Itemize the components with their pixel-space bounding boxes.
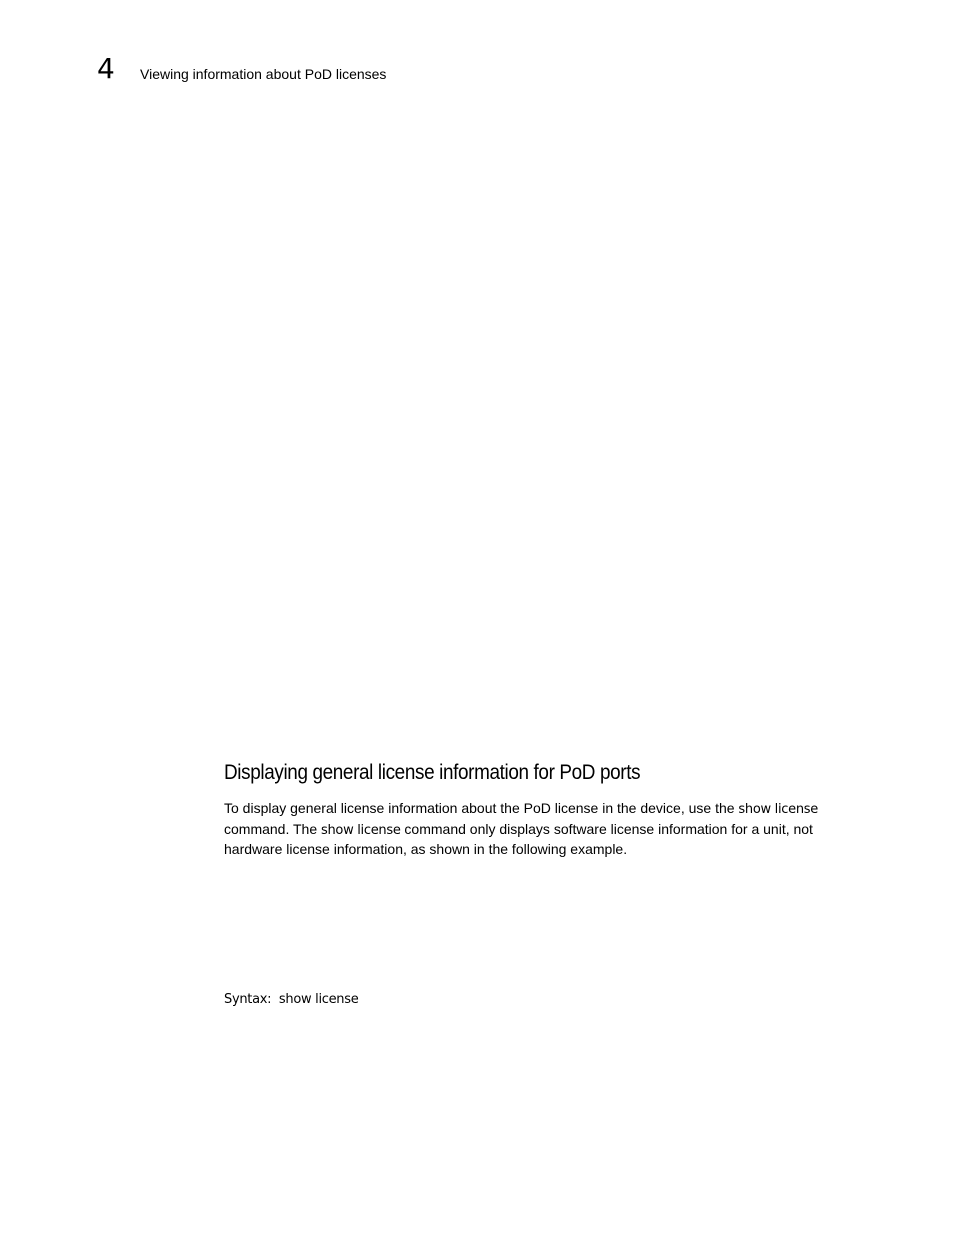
syntax-line [224,991,358,1009]
syntax-label: Syntax: [224,992,272,1007]
syntax-command: show license [278,992,359,1007]
paragraph-text-1: To display general license information about the PoD license in the device, use the [224,800,739,816]
command-show-license: show license [738,802,818,817]
section-heading: Displaying general license information for PoD ports [224,761,641,784]
body-paragraph [224,799,864,859]
chapter-number: 4 [97,52,115,85]
running-header-title: Viewing information about PoD licenses [140,66,387,82]
paragraph-text-2: command. The [224,820,322,837]
command-show-license: show license [321,822,401,838]
paragraph-text-3: command only displays software license information for a unit, not hardware license information, as shown in the following example. [224,820,813,857]
